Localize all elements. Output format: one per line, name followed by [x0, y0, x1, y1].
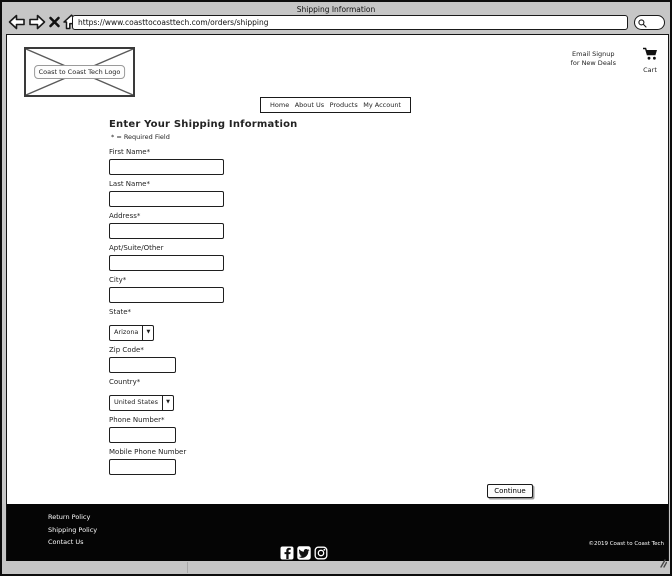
state-label: State* [109, 308, 132, 316]
page-title: Enter Your Shipping Information [109, 119, 298, 130]
state-select[interactable] [109, 325, 154, 341]
phone-number-label: Phone Number* [109, 416, 165, 424]
footer-links [48, 513, 97, 546]
address-label: Address* [109, 212, 141, 220]
last-name-field-group [109, 180, 369, 207]
city-field-group [109, 276, 369, 303]
country-label: Country* [109, 378, 141, 386]
nav-item-products[interactable]: Products [329, 101, 358, 109]
shipping-form [109, 119, 369, 480]
page-content [6, 34, 669, 562]
nav-item-about-us[interactable]: About Us [294, 101, 325, 109]
chevron-down-icon[interactable]: ▼ [162, 396, 173, 410]
zip-code-label: Zip Code* [109, 346, 144, 354]
email-signup-link[interactable] [571, 50, 616, 67]
statusbar-divider [187, 562, 188, 573]
footer-link-return-policy[interactable]: Return Policy [48, 513, 91, 521]
nav-item-my-account[interactable]: My Account [363, 101, 401, 109]
city-input[interactable] [109, 287, 224, 303]
first-name-label: First Name* [109, 148, 151, 156]
site-logo[interactable] [24, 47, 135, 97]
mobile-phone-field-group [109, 448, 369, 475]
mobile-phone-input[interactable] [109, 459, 176, 475]
search-input[interactable] [634, 15, 665, 30]
page-footer [7, 504, 668, 561]
cart-icon [642, 46, 658, 65]
facebook-icon[interactable] [280, 545, 294, 559]
apt-suite-input[interactable] [109, 255, 224, 271]
zip-code-input[interactable] [109, 357, 176, 373]
url-bar[interactable]: https://www.coasttocoasttech.com/orders/shipping [72, 15, 628, 30]
phone-number-input[interactable] [109, 427, 176, 443]
status-bar [2, 561, 670, 574]
twitter-icon[interactable] [297, 545, 311, 559]
social-icons-row [280, 545, 328, 559]
email-signup-line2: for New Deals [570, 58, 616, 67]
phone-number-field-group [109, 416, 369, 443]
window-title: Shipping Information [296, 5, 376, 14]
resize-grip-icon[interactable] [657, 553, 667, 572]
last-name-label: Last Name* [109, 180, 150, 188]
email-signup-line1: Email Signup [572, 50, 615, 58]
back-icon[interactable] [8, 14, 26, 31]
chevron-down-icon[interactable]: ▼ [142, 326, 153, 340]
apt-suite-field-group [109, 244, 369, 271]
logo-label: Coast to Coast Tech Logo [34, 65, 126, 79]
state-select-value: Arizona [114, 328, 139, 336]
browser-toolbar [2, 13, 670, 33]
first-name-field-group [109, 148, 369, 175]
required-field-note: * = Required Field [111, 133, 170, 141]
footer-link-shipping-policy[interactable]: Shipping Policy [48, 525, 98, 534]
mobile-phone-label: Mobile Phone Number [109, 448, 187, 456]
address-input[interactable] [109, 223, 224, 239]
address-field-group [109, 212, 369, 239]
main-nav [260, 97, 411, 113]
cart-label: Cart [643, 66, 657, 74]
nav-item-home[interactable]: Home [270, 101, 290, 109]
city-label: City* [109, 276, 127, 284]
continue-button[interactable]: Continue [487, 484, 533, 498]
forward-icon[interactable] [28, 14, 46, 31]
footer-link-contact-us[interactable]: Contact Us [48, 538, 84, 546]
country-select[interactable] [109, 395, 174, 411]
first-name-input[interactable] [109, 159, 224, 175]
copyright-text: ©2019 Coast to Coast Tech [588, 541, 664, 547]
instagram-icon[interactable] [314, 545, 328, 559]
stop-icon[interactable] [48, 14, 62, 31]
country-field-group [109, 378, 369, 411]
state-field-group [109, 308, 369, 341]
cart-button[interactable] [640, 46, 660, 74]
apt-suite-label: Apt/Suite/Other [109, 244, 164, 252]
country-select-value: United States [114, 398, 159, 406]
zip-code-field-group [109, 346, 369, 373]
last-name-input[interactable] [109, 191, 224, 207]
